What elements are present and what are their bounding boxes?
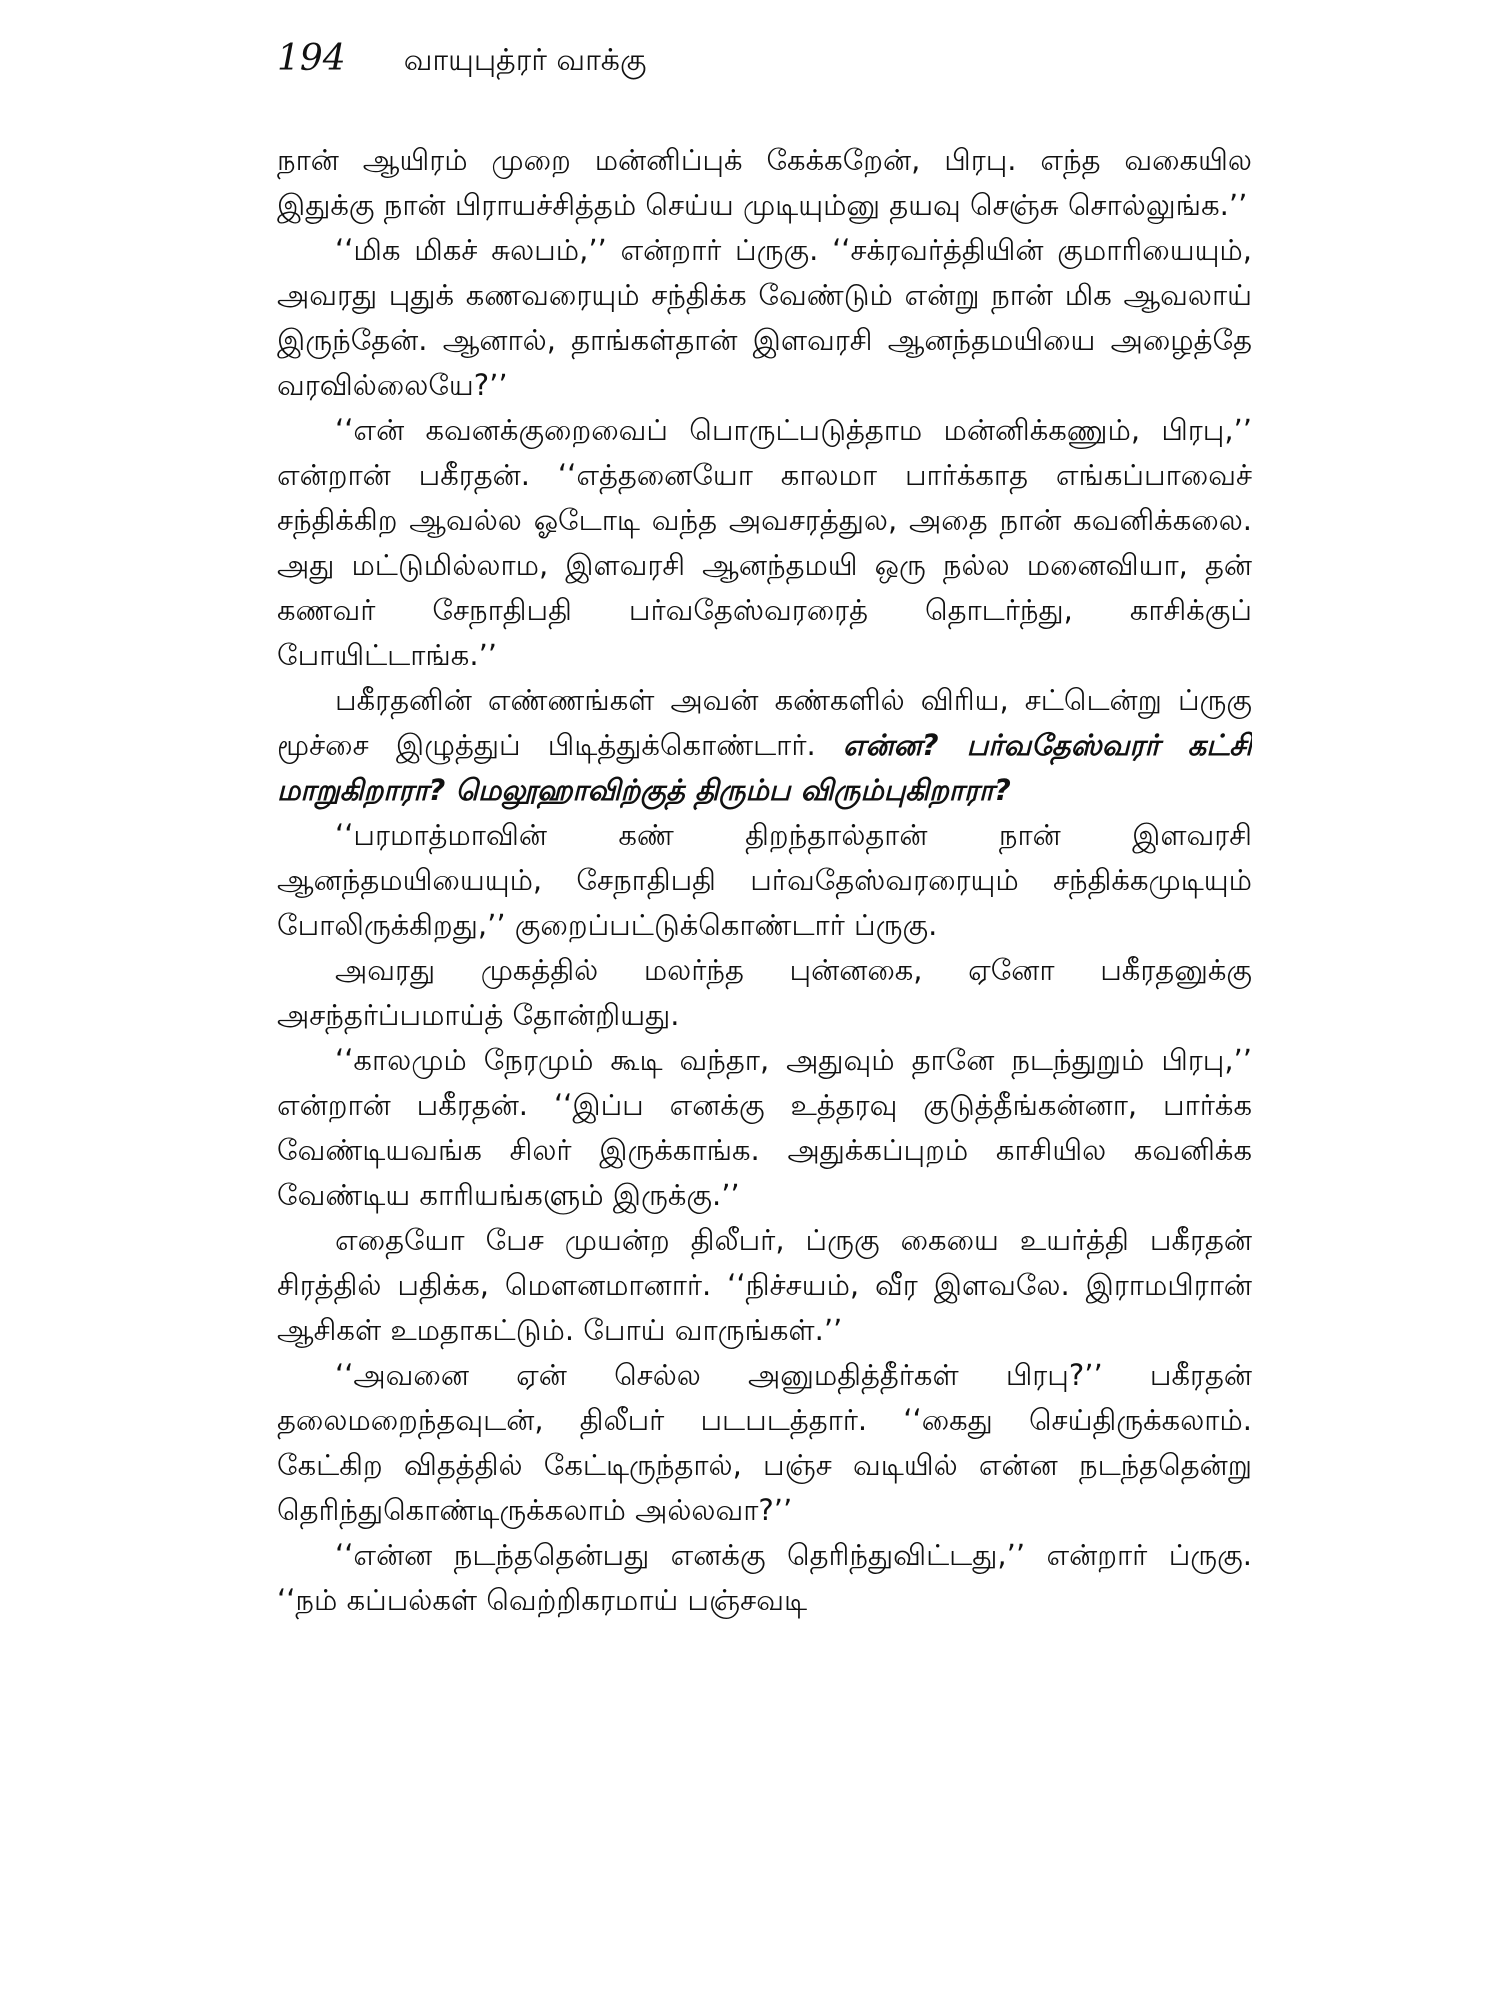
paragraph-text: அவரது முகத்தில் மலர்ந்த புன்னகை, ஏனோ பகீரதனுக்கு அசந்தர்ப்பமாய்த் தோன்றியது.	[277, 953, 1252, 1032]
italic-thought: என்ன? பர்வதேஸ்வரர் கட்சி மாறுகிறாரா? மெலூஹாவிற்குத் திரும்ப விரும்புகிறாரா?	[277, 728, 1252, 807]
paragraph	[277, 138, 1252, 228]
paragraph-text: நான் ஆயிரம் முறை மன்னிப்புக் கேக்கறேன், பிரபு. எந்த வகையில இதுக்கு நான் பிராயச்சித்தம் செய்ய முடியும்னு தயவு செஞ்சு சொல்லுங்க.’’	[277, 143, 1252, 222]
paragraph-text: ‘‘காலமும் நேரமும் கூடி வந்தா, அதுவும் தானே நடந்துறும் பிரபு,’’ என்றான் பகீரதன். ‘‘இப்ப எனக்கு உத்தரவு குடுத்தீங்கன்னா, பார்க்க வேண்டியவங்க சிலர் இருக்காங்க. அதுக்கப்புறம் காசியில கவனிக்க வேண்டிய காரியங்களும் இருக்கு.’’	[277, 1043, 1252, 1212]
paragraph	[277, 948, 1252, 1038]
paragraph-text: ‘‘மிக மிகச் சுலபம்,’’ என்றார் ப்ருகு. ‘‘சக்ரவர்த்தியின் குமாரியையும், அவரது புதுக் கணவரையும் சந்திக்க வேண்டும் என்று நான் மிக ஆவலாய் இருந்தேன். ஆனால், தாங்கள்தான் இளவரசி ஆனந்தமயியை அழைத்தே வரவில்லையே?’’	[277, 233, 1252, 402]
body-text	[277, 138, 1252, 1988]
paragraph	[277, 1353, 1252, 1533]
paragraph	[277, 813, 1252, 948]
running-title: வாயுபுத்ரர் வாக்கு	[403, 43, 647, 78]
paragraph	[277, 228, 1252, 408]
paragraph-text: ‘‘அவனை ஏன் செல்ல அனுமதித்தீர்கள் பிரபு?’’ பகீரதன் தலைமறைந்தவுடன், திலீபர் படபடத்தார். ‘‘கைது செய்திருக்கலாம். கேட்கிற விதத்தில் கேட்டிருந்தால், பஞ்ச வடியில் என்ன நடந்ததென்று தெரிந்துகொண்டிருக்கலாம் அல்லவா?’’	[277, 1358, 1252, 1527]
paragraph	[277, 1038, 1252, 1218]
paragraph-text: ‘‘என் கவனக்குறைவைப் பொருட்படுத்தாம மன்னிக்கணும், பிரபு,’’ என்றான் பகீரதன். ‘‘எத்தனையோ காலமா பார்க்காத எங்கப்பாவைச் சந்திக்கிற ஆவல்ல ஓடோடி வந்த அவசரத்துல, அதை நான் கவனிக்கலை. அது மட்டுமில்லாம, இளவரசி ஆனந்தமயி ஒரு நல்ல மனைவியா, தன் கணவர் சேநாதிபதி பர்வதேஸ்வரரைத் தொடர்ந்து, காசிக்குப் போயிட்டாங்க.’’	[277, 413, 1252, 672]
paragraph	[277, 1533, 1252, 1623]
paragraph	[277, 1218, 1252, 1353]
paragraph	[277, 678, 1252, 813]
page-header	[277, 38, 646, 98]
paragraph-text: எதையோ பேச முயன்ற திலீபர், ப்ருகு கையை உயர்த்தி பகீரதன் சிரத்தில் பதிக்க, மௌனமானார். ‘‘நிச்சயம், வீர இளவலே. இராமபிரான் ஆசிகள் உமதாகட்டும். போய் வாருங்கள்.’’	[277, 1223, 1252, 1347]
paragraph-text: ‘‘என்ன நடந்ததென்பது எனக்கு தெரிந்துவிட்டது,’’ என்றார் ப்ருகு. ‘‘நம் கப்பல்கள் வெற்றிகரமாய் பஞ்சவடி	[277, 1538, 1252, 1617]
paragraph-text: ‘‘பரமாத்மாவின் கண் திறந்தால்தான் நான் இளவரசி ஆனந்தமயியையும், சேநாதிபதி பர்வதேஸ்வரரையும் சந்திக்கமுடியும் போலிருக்கிறது,’’ குறைப்பட்டுக்கொண்டார் ப்ருகு.	[277, 818, 1252, 942]
paragraph	[277, 408, 1252, 678]
page-number: 194	[277, 38, 346, 79]
paragraph-text: பகீரதனின் எண்ணங்கள் அவன் கண்களில் விரிய, சட்டென்று ப்ருகு மூச்சை இழுத்துப் பிடித்துக்கொண்டார்.	[277, 683, 1252, 762]
